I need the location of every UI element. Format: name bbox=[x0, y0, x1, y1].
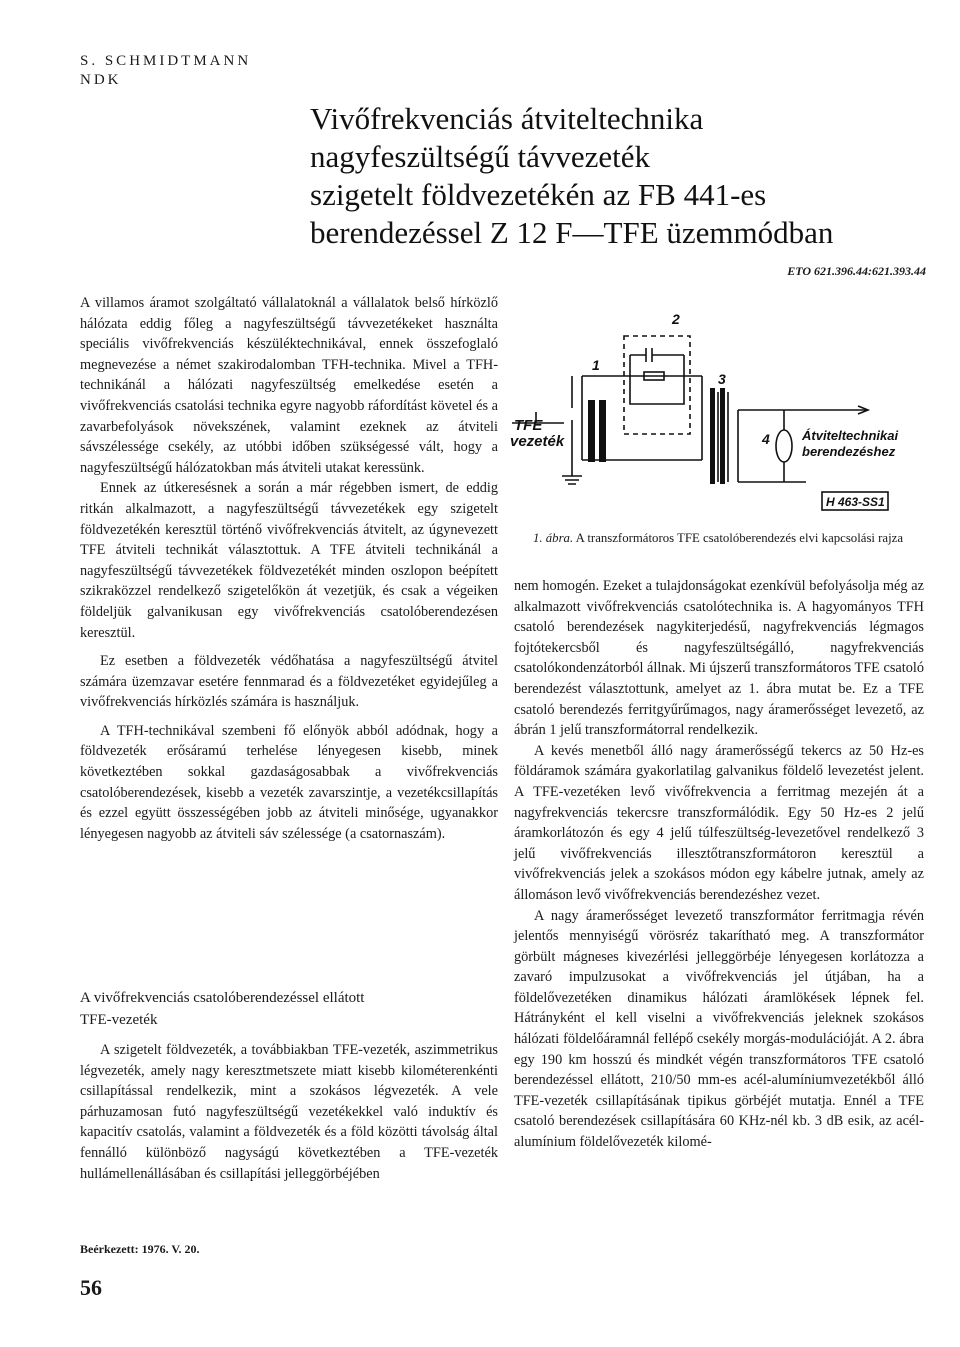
title-line: szigetelt földvezetékén az FB 441-es bbox=[310, 177, 767, 212]
ground-symbol bbox=[562, 460, 582, 484]
label-2: 2 bbox=[672, 311, 680, 327]
figure-caption bbox=[512, 530, 924, 547]
author-name: S. SCHMIDTMANN bbox=[80, 53, 252, 69]
article-title bbox=[310, 100, 930, 252]
label-3: 3 bbox=[718, 371, 726, 387]
paragraph: A szigetelt földvezeték, a továbbiakban TFE-vezeték, aszimmetrikus légvezeték, amely nagy keresztmetszete miatt kisebb kilométerenkénti csillapítással rendelkezik, mint a szokásos légvezeték. A vele párhuzamosan futó nagyfeszültségű vezetékekkel való induktív és kapacitív csatolás, valamint a földvezeték és a föld közötti távolság által fennálló különböző nagyságú következtében a TFE-vezeték hullámellenállásában és csillapítási jelleggörbéjében bbox=[80, 1042, 498, 1182]
thick-cores bbox=[588, 388, 725, 484]
circuit-diagram-figure bbox=[506, 300, 930, 522]
page-number: 56 bbox=[80, 1275, 102, 1300]
circuit-diagram bbox=[506, 300, 930, 522]
limiter-capacitor bbox=[630, 348, 684, 362]
eto-classification: ETO 621.396.44:621.393.44 bbox=[787, 264, 926, 278]
label-berendezeshez: berendezéshez bbox=[802, 444, 896, 459]
label-atviteltechnikai: Átviteltechnikai bbox=[802, 428, 899, 443]
title-line: Vivőfrekvenciás átviteltechnika bbox=[310, 101, 704, 136]
label-vezetek: vezeték bbox=[510, 433, 565, 450]
left-column bbox=[80, 293, 498, 844]
label-1: 1 bbox=[592, 357, 600, 373]
section-heading-line: A vivőfrekvenciás csatolóberendezéssel ellátott bbox=[80, 990, 365, 1006]
title-line: berendezéssel Z 12 F—TFE üzemmódban bbox=[310, 215, 834, 250]
section-heading bbox=[80, 987, 498, 1031]
paragraph: Ez esetben a földvezeték védőhatása a nagyfeszültségű átvitel számára üzemzavar esetére fennmarad és a földvezetéket egyidejűleg a vivőfrekvenciás hírközlés számára is használjuk. bbox=[80, 653, 498, 711]
caption-text: A transzformátoros TFE csatolóberendezés elvi kapcsolási rajza bbox=[575, 531, 904, 545]
paragraph: A nagy áramerősséget levezető transzformátor ferritmagja révén jelentős mennyiségű vörösréz takarítható meg. A transzformátor görbült mágneses kivezérlési jelleggörbéje lényegesen korlátozza a zavaró impulzusokat a vivőfrekvenciás jel útjában, ha a földelővezetéken dinamikus hálózati áramlökések lépnek fel. Hátrányként el kell viselni a vivőfrekvenciás jeleknek szokásos hálózati földelőáramnál fellépő csekély morgás-modulációját. A 2. ábra egy 190 km hosszú és mindkét végén transzformátoros TFE csatoló berendezéssel ellátott, 210/50 mm-es acél-alumíniumvezetékből álló TFE-vezeték csillapításának tipikus görbéjét mutatja. Ennél a TFE csatoló berendezések csillapítására 60 KHz-nél kb. 3 dB esik, az acél-alumínium földelővezeték kilomé- bbox=[514, 907, 924, 1151]
title-line: nagyfeszültségű távvezeték bbox=[310, 139, 650, 174]
limiter-2-box bbox=[624, 336, 690, 434]
core-bar bbox=[599, 400, 606, 462]
label-4: 4 bbox=[762, 431, 770, 447]
transformer-1-secondary bbox=[572, 376, 582, 460]
paragraph: A TFH-technikával szembeni fő előnyök abból adódnak, hogy a földvezeték erősáramú terhelése lényegesen kisebb, minek következtében sokkal gazdaságosabbak a vivőfrekvenciás csatolóberendezések, kisebb a vezeték zavarszintje, a vezetékcsillapítás és ezzel együtt összességében jobb az átviteli minősége, ugyanakkor lényegesen nagyobb az átviteli sáv szélessége (a csatornaszám). bbox=[80, 722, 498, 842]
left-column-continued bbox=[80, 1040, 498, 1184]
paragraph: A kevés menetből álló nagy áramerősségű tekercs az 50 Hz-es földáramok számára gyakorlatilag galvanikus földelő levezetést jelent. A TFE-vezetéken levő vivőfrekvencia a ferritmag mezején át a nagyfrekvenciás tekercsre transzformálódik. Egy 50 Hz-es 2 jelű áramkorlátozón és egy 4 jelű túlfeszültség-levezetővel rendelkező 3 jelű vivőfrekvenciás illesztőtranszformátoron keresztül a vivőfrekvenciás jelek a szokásos módon egy kábelre jutnak, amely az állomáson levő vivőfrekvenciás berendezéshez vezet. bbox=[514, 742, 924, 903]
right-column bbox=[514, 576, 924, 1153]
figure-number: 1. ábra. bbox=[532, 531, 574, 545]
surge-arrester-4 bbox=[776, 430, 792, 462]
section-heading-line: TFE-vezeték bbox=[80, 1012, 158, 1028]
core-bar bbox=[588, 400, 595, 462]
paragraph: A villamos áramot szolgáltató vállalatoknál a vállalatok belső hírközlő hálózata eddig főleg a nagyfeszültségű távvezetékeket használta speciális vivőfrekvenciás készüléktechnikával, ennek összefoglaló megnevezése a német szakirodalomban TFH-technika. Mivel a TFH-technikánál a hálózati nagyfeszültség emelkedése esetén a vivőfrekvenciás csatolási technika egyre nagyobb ráfordítást követel és a zavarbefolyások növekszének, valamint ezeknek az átviteli sávszélessége csekély, az utóbbi időben szükségessé vált, hogy a nagyfeszültségű hálózatokban más átviteli utakat keressünk. bbox=[80, 295, 498, 476]
author-country: NDK bbox=[80, 72, 122, 88]
paragraph: nem homogén. Ezeket a tulajdonságokat ezenkívül befolyásolja még az alkalmazott vivőfrekvenciás csatolótechnika is. A hagyományos TFH csatoló berendezések nagykiterjedésű, nagyfrekvenciás légmagos fojtótekercsből és nagyfeszültségálló, nagyfrekvenciás csatolókondenzátorból állnak. Mi újszerű transzformátoros TFE csatoló berendezést választottunk, amelyet az 1. ábra mutat be. Ez a TFE csatoló berendezés ferritgyűrűmagos, nagy áramerősséget levezető, az ábrán 1 jelű transzformátorral rendelkezik. bbox=[514, 578, 924, 739]
paragraph: Ennek az útkeresésnek a során a már régebben ismert, de eddig ritkán alkalmazott, a nagyfeszültségű távvezetékek egy szigetelt földvezetékén keresztül történő vivőfrekvenciás átvitelt, az úgynevezett TFE átviteli technikát választottuk. A TFE átviteli technikánál a nagyfeszültségű távvezetékek földvezetékét minden oszlopon beépített szikraközzel rendelkező szigetelőkön át vezetjük, és csak a végeiken földeljük galvanikusan egy vivőfrekvenciás csatolóberendezésen keresztül. bbox=[80, 480, 498, 641]
received-date: Beérkezett: 1976. V. 20. bbox=[80, 1242, 200, 1256]
core-bar bbox=[710, 388, 715, 484]
label-tfe: TFE bbox=[514, 417, 543, 434]
core-bar bbox=[720, 388, 725, 484]
label-code: H 463-SS1 bbox=[826, 495, 885, 509]
author-block bbox=[80, 52, 251, 90]
